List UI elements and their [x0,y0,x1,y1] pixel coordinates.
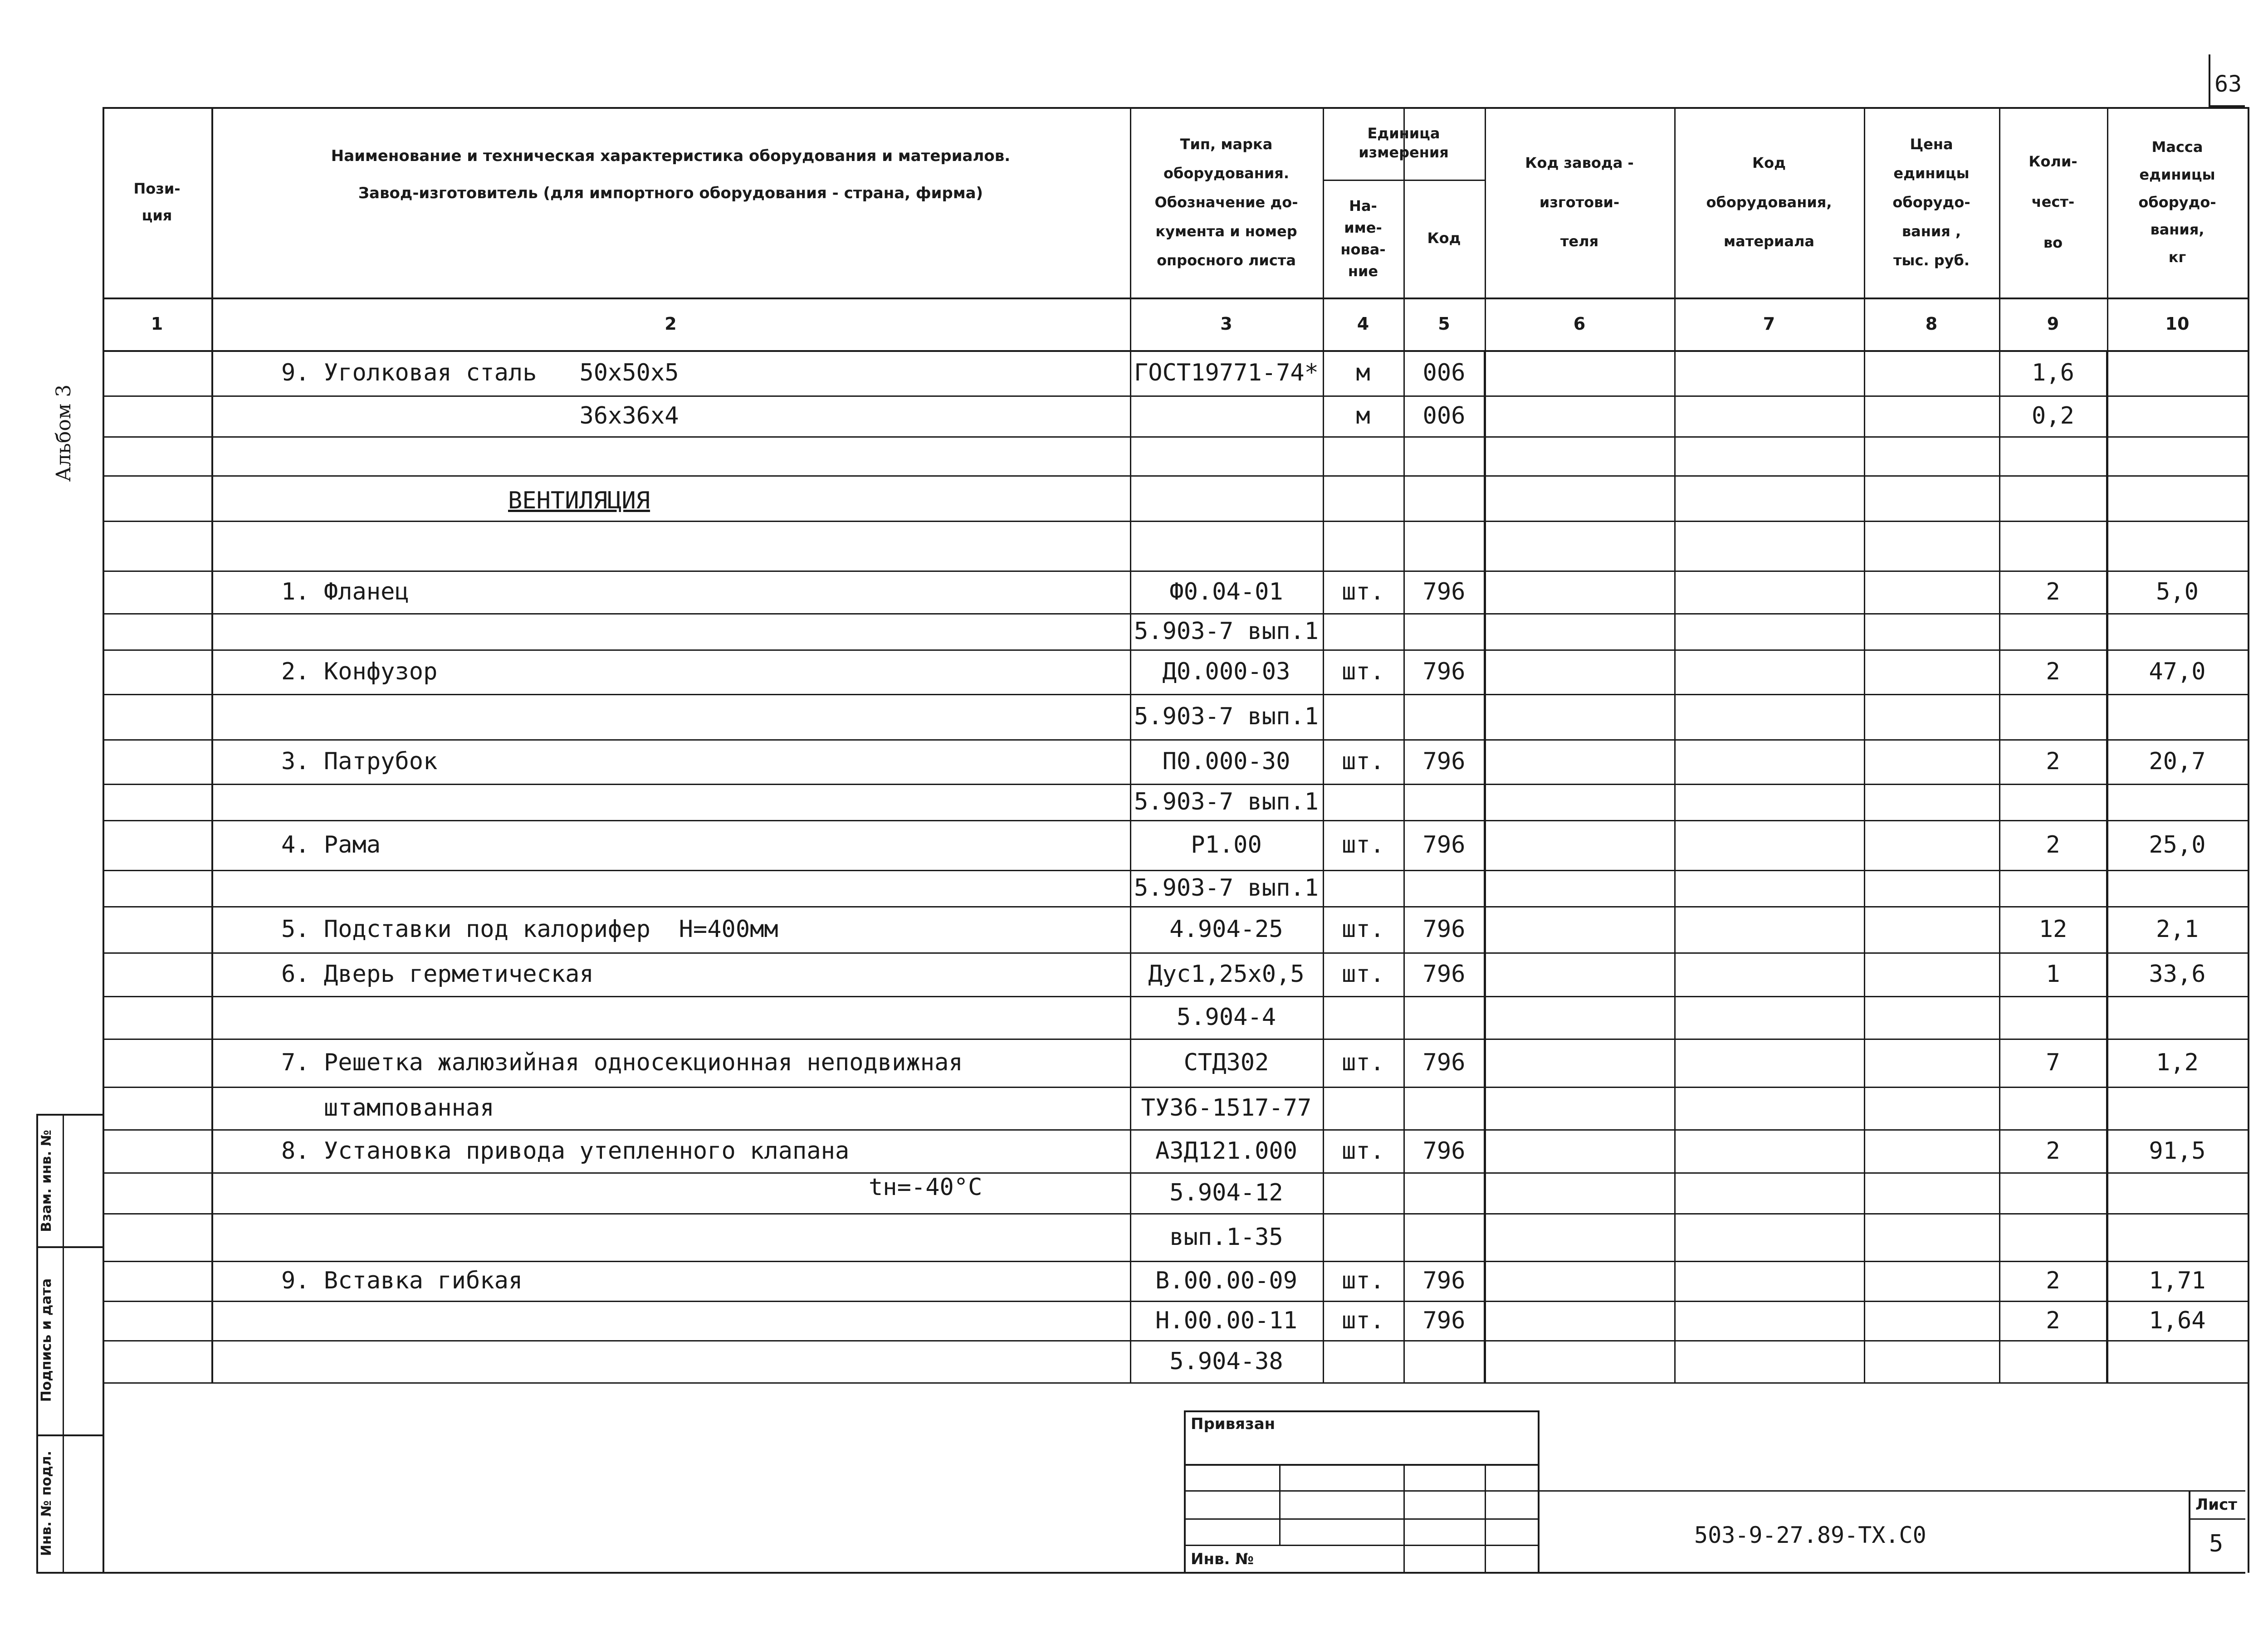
item-mass: 20,7 [2149,748,2206,775]
item-type: 5.904-4 [1176,1004,1276,1031]
item-type: Н.00.00-11 [1155,1307,1298,1334]
item-quantity [1999,876,2107,902]
item-name [281,1350,1125,1375]
item-unit: шт. [1342,1049,1384,1076]
grid-line [103,1172,2248,1174]
item-type: Ф0.04-01 [1169,578,1283,605]
inv-original-label: Инв. № подл. [39,1450,54,1556]
item-unit-code: 796 [1422,578,1466,605]
item-type [1130,404,1323,429]
grid-line [103,1213,2248,1215]
item-name [281,1181,1125,1206]
column-number: 9 [2047,314,2059,334]
item-quantity: 7 [2046,1049,2060,1076]
grid-line [103,475,2248,477]
item-unit [1323,705,1403,730]
grid-line [103,571,2248,572]
item-unit: шт. [1342,658,1384,685]
item-unit-code: 006 [1422,402,1466,429]
column-number: 7 [1763,314,1775,334]
page-number: 63 [2214,71,2242,97]
grid-line [103,996,2248,997]
grid-line [103,1087,2248,1088]
item-unit-code: 006 [1422,359,1466,386]
grid-line [103,784,2248,785]
item-quantity [1999,486,2107,512]
item-mass [2107,486,2248,512]
item-quantity: 12 [2038,916,2068,943]
item-name: 3. Патрубок [281,748,438,775]
item-mass: 91,5 [2149,1137,2206,1165]
item-name: 9. Уголковая сталь 50х50х5 [281,359,679,386]
item-name: 9. Вставка гибкая [281,1267,523,1294]
item-mass: 47,0 [2149,658,2206,685]
item-quantity: 2 [2046,578,2060,605]
column-number: 8 [1925,314,1938,334]
item-type: 5.903-7 вып.1 [1134,618,1319,645]
grid-line [103,820,2248,821]
item-type: 5.903-7 вып.1 [1134,703,1319,730]
item-type: П0.000-30 [1162,748,1290,775]
item-unit: шт. [1342,831,1384,858]
item-unit-code [1403,1005,1485,1031]
grid-line [103,694,2248,695]
item-mass [2107,404,2248,429]
item-unit [1323,619,1403,645]
item-unit-code [1403,1225,1485,1251]
grid-line [103,1129,2248,1131]
item-unit [1323,1350,1403,1375]
grid-line [103,521,2248,522]
grid-line [103,952,2248,954]
header-quantity: Коли- чест- во [2028,152,2077,251]
item-type [1130,444,1323,469]
item-unit [1323,876,1403,902]
item-unit: шт. [1342,1267,1384,1294]
header-name: Наименование и техническая характеристика оборудования и материалов. Завод-изготовитель (для импортного оборудования - страна, фирма) [331,147,1011,202]
item-quantity: 2 [2046,1267,2060,1294]
item-quantity: 1 [2046,961,2060,988]
item-name [281,486,1125,512]
item-name: 6. Дверь герметическая [281,961,594,988]
item-unit-code [1403,1181,1485,1206]
grid-line [103,1039,2248,1040]
grid-line [2248,107,2249,1382]
item-quantity [1999,705,2107,730]
item-unit-code: 796 [1422,1049,1466,1076]
item-mass [2107,361,2248,386]
section-heading: ВЕНТИЛЯЦИЯ [508,487,650,514]
header-unit: Единица измерения [1359,125,1449,161]
item-unit-code: 796 [1422,1267,1466,1294]
item-type: Д0.000-03 [1162,658,1290,685]
grid-line [103,1382,2248,1384]
item-name [281,444,1125,469]
item-unit-code [1403,1350,1485,1375]
item-mass [2107,619,2248,645]
temperature-note: tн=-40°С [869,1174,982,1201]
column-number: 3 [1220,314,1232,334]
item-quantity: 2 [2046,1137,2060,1165]
item-unit-code [1403,486,1485,512]
header-equipment-code: Код оборудования, материала [1706,154,1832,250]
item-name: 4. Рама [281,831,381,858]
item-quantity: 2 [2046,1307,2060,1334]
item-unit-code: 796 [1422,658,1466,685]
item-quantity: 2 [2046,748,2060,775]
header-unit-name: На- име- нова- ние [1340,197,1386,280]
item-type: 5.903-7 вып.1 [1134,788,1319,815]
item-type [1130,486,1323,512]
column-number: 1 [151,314,163,334]
item-mass: 5,0 [2156,578,2199,605]
item-quantity: 2 [2046,831,2060,858]
item-type: В.00.00-09 [1155,1267,1298,1294]
item-quantity [1999,1225,2107,1251]
item-unit-code: 796 [1422,831,1466,858]
item-name: штампованная [281,1094,494,1122]
item-mass: 1,2 [2156,1049,2199,1076]
item-mass: 33,6 [2149,961,2206,988]
item-unit-code [1403,534,1485,559]
item-unit [1323,1225,1403,1251]
item-name: 8. Установка привода утепленного клапана [281,1137,850,1165]
item-unit [1323,790,1403,815]
item-unit [1323,486,1403,512]
item-unit: м [1356,402,1370,429]
item-quantity [1999,1096,2107,1122]
item-unit-code: 796 [1422,1137,1466,1165]
item-mass [2107,876,2248,902]
sheet-number: 5 [2209,1530,2224,1557]
item-unit [1323,534,1403,559]
grid-line [103,436,2248,438]
grid-line [103,350,2248,352]
item-name: 36х36х4 [281,402,679,429]
item-type [1130,534,1323,559]
item-mass: 1,64 [2149,1307,2206,1334]
grid-line [103,1340,2248,1341]
item-quantity [1999,790,2107,815]
grid-line [103,395,2248,397]
item-type: ТУ36-1517-77 [1141,1094,1312,1122]
item-mass [2107,790,2248,815]
grid-line [103,649,2248,651]
item-unit [1323,1096,1403,1122]
column-number: 6 [1573,314,1586,334]
item-unit: шт. [1342,748,1384,775]
item-name [281,790,1125,815]
header-type: Тип, марка оборудования. Обозначение до- кумента и номер опросного листа [1154,136,1298,269]
signature-date-label: Подпись и дата [39,1278,54,1402]
item-type: 5.904-12 [1169,1179,1283,1206]
sheet-label: Лист [2195,1496,2237,1514]
item-name [281,876,1125,902]
item-unit-code [1403,790,1485,815]
item-unit [1323,1005,1403,1031]
item-name [281,619,1125,645]
item-mass: 1,71 [2149,1267,2206,1294]
item-type: 5.904-38 [1169,1347,1283,1375]
grid-line [103,739,2248,741]
item-name: 1. Фланец [281,578,409,605]
item-unit-code: 796 [1422,961,1466,988]
column-number: 4 [1357,314,1369,334]
item-unit: шт. [1342,1307,1384,1334]
grid-line [103,1261,2248,1262]
item-unit [1323,444,1403,469]
item-quantity [1999,444,2107,469]
item-mass [2107,1005,2248,1031]
item-type: Дуc1,25х0,5 [1148,961,1305,988]
item-unit: шт. [1342,916,1384,943]
header-unit-code: Код [1427,229,1461,247]
item-name: 2. Конфузор [281,658,438,685]
bound-label: Привязан [1191,1415,1276,1433]
item-mass [2107,1350,2248,1375]
item-quantity: 2 [2046,658,2060,685]
item-type: 5.903-7 вып.1 [1134,874,1319,902]
grid-line [103,870,2248,871]
item-type: Р1.00 [1191,831,1262,858]
item-unit-code [1403,1096,1485,1122]
grid-line [103,906,2248,907]
document-code: 503-9-27.89-ТХ.С0 [1694,1522,1926,1548]
item-mass [2107,1181,2248,1206]
item-mass [2107,705,2248,730]
grid-line [103,613,2248,615]
item-unit-code [1403,619,1485,645]
item-type: СТД302 [1183,1049,1269,1076]
grid-line [2248,1382,2249,1573]
item-unit-code: 796 [1422,1307,1466,1334]
item-quantity [1999,1181,2107,1206]
item-unit-code [1403,876,1485,902]
item-unit: шт. [1342,961,1384,988]
item-name [281,534,1125,559]
item-name [281,1005,1125,1031]
vzam-inv-label: Взам. инв. № [39,1130,54,1232]
item-quantity [1999,1350,2107,1375]
column-number: 5 [1438,314,1450,334]
header-factory-code: Код завода - изготови- теля [1525,154,1634,250]
item-mass [2107,534,2248,559]
item-unit: м [1356,359,1370,386]
item-quantity [1999,619,2107,645]
item-quantity: 1,6 [2032,359,2074,386]
header-position: Пози- ция [133,180,181,224]
item-name: 5. Подставки под калорифер Н=400мм [281,916,778,943]
grid-line [103,1301,2248,1302]
item-quantity [1999,534,2107,559]
item-unit-code: 796 [1422,916,1466,943]
item-mass: 25,0 [2149,831,2206,858]
item-name [281,1309,1125,1334]
item-name: 7. Решетка жалюзийная односекционная неподвижная [281,1049,963,1076]
item-unit-code: 796 [1422,748,1466,775]
item-unit-code [1403,705,1485,730]
item-type: ГОСТ19771-74* [1134,359,1319,386]
item-type: АЗД121.000 [1155,1137,1298,1165]
album-label: Альбом 3 [52,384,75,482]
item-type: вып.1-35 [1169,1223,1283,1251]
column-number: 2 [665,314,677,334]
item-quantity: 0,2 [2032,402,2074,429]
item-unit: шт. [1342,1137,1384,1165]
item-unit-code [1403,444,1485,469]
grid-line [103,1382,104,1573]
item-mass: 2,1 [2156,916,2199,943]
header-mass: Масса единицы оборудо- вания, кг [2138,138,2216,266]
header-price: Цена единицы оборудо- вания , тыс. руб. [1892,136,1970,269]
inv-number-label: Инв. № [1191,1550,1254,1568]
item-unit: шт. [1342,578,1384,605]
item-mass [2107,444,2248,469]
item-name [281,1225,1125,1251]
item-mass [2107,1225,2248,1251]
item-quantity [1999,1005,2107,1031]
item-mass [2107,1096,2248,1122]
item-name [281,705,1125,730]
item-unit [1323,1181,1403,1206]
column-number: 10 [2165,314,2190,334]
item-type: 4.904-25 [1169,916,1283,943]
